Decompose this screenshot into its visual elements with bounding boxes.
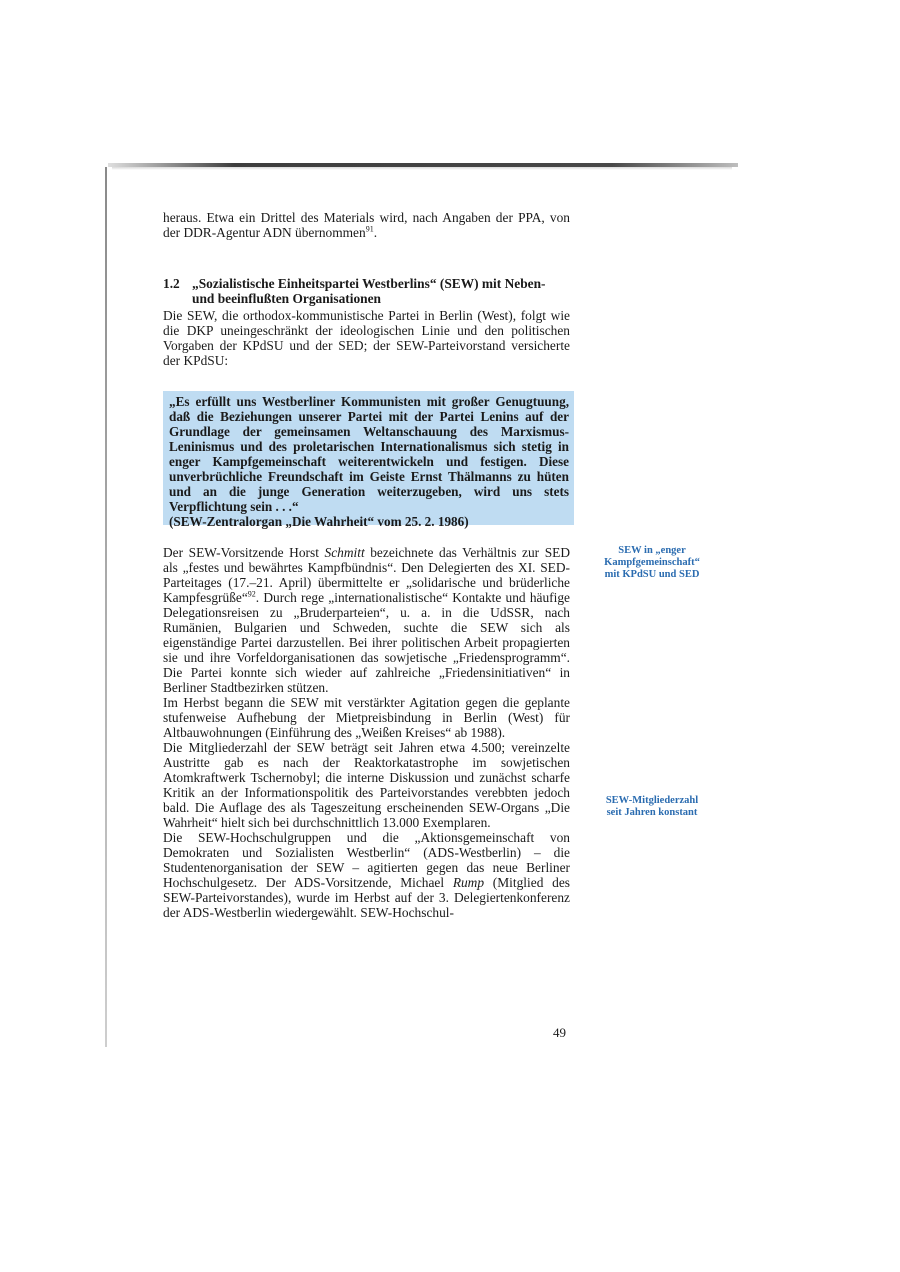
section-heading <box>163 276 573 306</box>
paragraph-1 <box>163 308 570 368</box>
body-text <box>163 545 570 920</box>
footnote-92: 92 <box>247 589 256 599</box>
margin-note-2-line-1: SEW-Mitgliederzahl <box>605 795 699 806</box>
paragraph-2-part-c: . Durch rege „internationalistische“ Kontakte und häufige Delegationsreisen zu „Bruderparteien“, u. a. in die UdSSR, nach Rumänien, Bulgarien und Schweden, suchte die SEW sich als eigenständige Partei darzustellen. Bei ihrer politischen Arbeit propagierten sie und ihre Vorfeldorganisationen das sowjetische „Friedensprogramm“. Die Partei konnte sich wieder auf zahlreiche „Friedensinitiativen“ in Berliner Stadtbezirken stützen. <box>163 590 570 695</box>
highlighted-quote <box>163 391 574 529</box>
paragraph-2-part-a: Der SEW-Vorsitzende Horst <box>163 545 325 560</box>
person-name-rump: Rump <box>452 875 485 890</box>
paragraph-5 <box>163 830 570 920</box>
quote-source: (SEW-Zentralorgan „Die Wahrheit“ vom 25. 2. 1986) <box>169 514 469 529</box>
margin-note-kampfgemeinschaft <box>582 545 722 581</box>
paragraph-2 <box>163 545 570 695</box>
margin-note-1-line-2: Kampfgemeinschaft“ <box>604 557 700 568</box>
scan-edge-shadow <box>112 167 732 170</box>
paragraph-2-part-b: bezeichnete das Verhältnis zur SED als „festes und bewährtes Kampfbündnis“. Den Delegierten des XI. SED-Parteitages (17.–21. April) übermittelte er „solidarische und brüderliche Kampfesgrüße“ <box>163 545 570 605</box>
intro-paragraph <box>163 210 570 240</box>
quote-text: „Es erfüllt uns Westberliner Kommunisten mit großer Genugtuung, daß die Beziehungen unserer Partei mit der Partei Lenins auf der Grundlage der gemeinsamen Weltanschauung des Marxismus-Leninismus und des proletarischen Internationalismus sich stetig in enger Kampfgemeinschaft weiterentwickeln und festigen. Diese unverbrüchliche Freundschaft im Geiste Ernst Thälmanns zu hüten und an die junge Generation weiterzugeben, wird uns stets Verpflichtung sein . . .“ <box>169 394 569 514</box>
paragraph-3: Im Herbst begann die SEW mit verstärkter Agitation gegen die geplante stufenweise Aufhebung der Mietpreisbindung in Berlin (West) für Altbauwohnungen (Einführung des „Weißen Kreises“ ab 1988). <box>163 695 570 740</box>
section-title-line2: und beeinflußten Organisationen <box>192 291 381 306</box>
scan-edge-left <box>105 167 107 1047</box>
paragraph-5-part-a: Die SEW-Hochschulgruppen und die „Aktionsgemeinschaft von Demokraten und Sozialisten Westberlin“ (ADS-Westberlin) – die Studentenorganisation der SEW – agitierten gegen das neue Berliner Hochschulgesetz. Der ADS-Vorsitzende, Michael <box>163 830 570 890</box>
margin-note-mitgliederzahl <box>582 795 722 819</box>
footnote-91: 91 <box>365 224 374 234</box>
intro-text: heraus. Etwa ein Drittel des Materials wird, nach Angaben der PPA, von der DDR-Agentur ADN übernommen <box>163 210 570 240</box>
person-name-schmitt: Schmitt <box>324 545 365 560</box>
margin-note-2-line-2: seit Jahren konstant <box>606 807 698 818</box>
page-number: 49 <box>553 1025 566 1040</box>
intro-tail: . <box>373 225 378 240</box>
paragraph-1-text: Die SEW, die orthodox-kommunistische Partei in Berlin (West), folgt wie die DKP uneingeschränkt der ideologischen Linie und den politischen Vorgaben der KPdSU und der SED; der SEW-Parteivorstand versicherte der KPdSU: <box>163 308 570 368</box>
margin-note-1-line-1: SEW in „enger <box>618 545 686 556</box>
paragraph-4: Die Mitgliederzahl der SEW beträgt seit Jahren etwa 4.500; vereinzelte Austritte gab es nach der Reaktorkatastrophe im sowjetischen Atomkraftwerk Tschernobyl; die interne Diskussion und zunächst scharfe Kritik an der Informationspolitik des Parteivorstandes verebbten jedoch bald. Die Auflage des als Tageszeitung erscheinenden SEW-Organs „Die Wahrheit“ hielt sich bei durchschnittlich 13.000 Exemplaren. <box>163 740 570 830</box>
section-title-line1: „Sozialistische Einheitspartei Westberlins“ (SEW) mit Neben- <box>192 276 546 291</box>
paragraph-5-part-b: (Mitglied des SEW-Parteivorstandes), wurde im Herbst auf der 3. Delegiertenkonferenz der ADS-Westberlin wiedergewählt. SEW-Hochschul- <box>163 875 570 920</box>
section-number: 1.2 <box>163 276 180 291</box>
margin-note-1-line-3: mit KPdSU und SED <box>604 569 700 580</box>
